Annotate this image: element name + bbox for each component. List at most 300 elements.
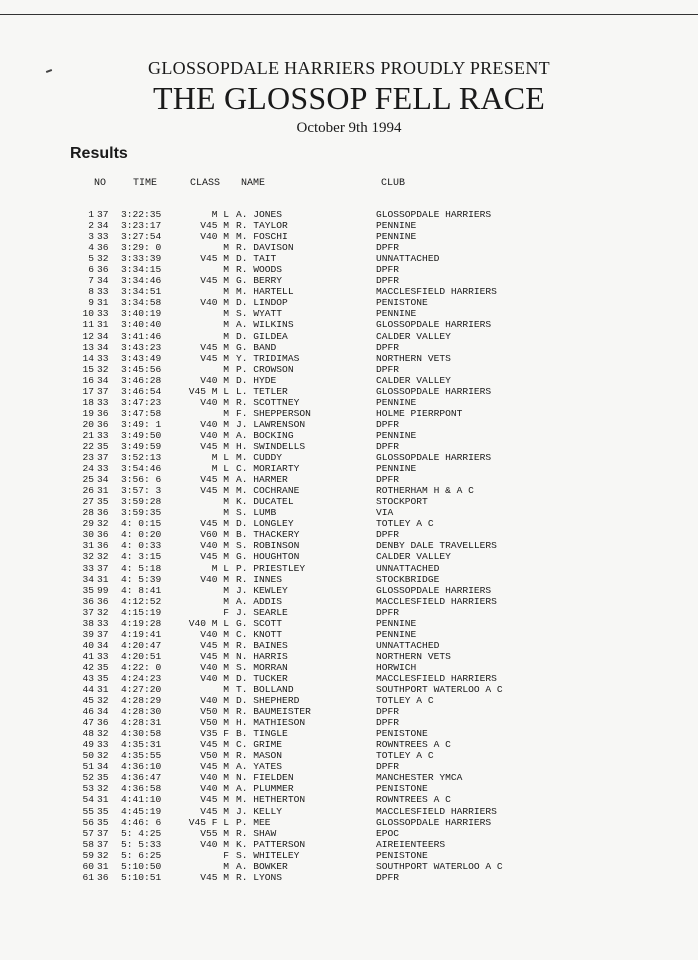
cell-position: 29 — [82, 518, 94, 530]
cell-class: V40 M — [200, 628, 229, 640]
cell-name: K. DUCATEL — [236, 496, 294, 508]
cell-club: DPFR — [376, 871, 400, 883]
cell-class: M L — [211, 209, 229, 220]
cell-name: M. CUDDY — [236, 452, 283, 464]
cell-club: CALDER VALLEY — [376, 551, 451, 563]
cell-club: PENNINE — [376, 231, 417, 243]
cell-class: V40 M — [200, 661, 229, 673]
cell-position: 20 — [82, 418, 94, 430]
cell-class: V45 M — [200, 871, 229, 883]
cell-class: V45 M — [200, 805, 229, 817]
table-row — [0, 242, 698, 253]
cell-club: SOUTHPORT WATERLOO A C — [376, 684, 503, 696]
cell-position: 12 — [82, 330, 94, 342]
cell-name: D. SHEPHERD — [236, 695, 300, 707]
table-row — [0, 430, 698, 441]
cell-class: M — [223, 407, 229, 419]
cell-position: 43 — [82, 672, 94, 684]
cell-time: 3:34:58 — [121, 297, 162, 309]
cell-age: 34 — [97, 374, 109, 386]
cell-position: 34 — [82, 573, 94, 585]
cell-name: B. TINGLE — [236, 728, 288, 740]
cell-age: 31 — [97, 573, 109, 585]
cell-time: 4:19:41 — [121, 628, 162, 640]
cell-age: 32 — [97, 750, 109, 762]
cell-time: 3:49: 1 — [121, 418, 162, 430]
cell-position: 51 — [82, 761, 94, 773]
cell-name: R. LYONS — [236, 871, 283, 883]
cell-time: 3:29: 0 — [121, 242, 162, 254]
cell-position: 9 — [88, 297, 94, 309]
table-row — [0, 585, 698, 596]
table-row — [0, 607, 698, 618]
cell-name: D. TUCKER — [236, 672, 288, 684]
cell-age: 36 — [97, 595, 109, 607]
cell-time: 3:56: 6 — [121, 474, 162, 486]
cell-club: DPFR — [376, 363, 400, 375]
cell-position: 57 — [82, 827, 94, 839]
cell-position: 19 — [82, 407, 94, 419]
cell-name: J. KEWLEY — [236, 584, 288, 596]
cell-club: ROWNTREES A C — [376, 794, 451, 806]
table-row — [0, 673, 698, 684]
table-row — [0, 618, 698, 629]
cell-age: 36 — [97, 507, 109, 519]
cell-club: DPFR — [376, 264, 400, 276]
cell-class: M — [223, 319, 229, 331]
cell-class: V40 M — [200, 231, 229, 243]
cell-time: 4:30:58 — [121, 728, 162, 740]
cell-position: 45 — [82, 695, 94, 707]
cell-position: 23 — [82, 452, 94, 464]
cell-name: A. WILKINS — [236, 319, 294, 331]
cell-position: 39 — [82, 628, 94, 640]
cell-class: V40 M — [200, 396, 229, 408]
cell-class: V45 M — [200, 275, 229, 287]
cell-time: 4:20:51 — [121, 650, 162, 662]
table-row — [0, 518, 698, 529]
cell-age: 37 — [97, 562, 109, 574]
cell-position: 36 — [82, 595, 94, 607]
cell-club: CALDER VALLEY — [376, 374, 451, 386]
cell-time: 3:34:46 — [121, 275, 162, 287]
cell-club: TOTLEY A C — [376, 695, 434, 707]
table-row — [0, 496, 698, 507]
cell-class: V40 M — [200, 772, 229, 784]
cell-class: M — [223, 860, 229, 872]
table-row — [0, 750, 698, 761]
cell-age: 37 — [97, 385, 109, 397]
col-header-no: NO — [94, 178, 107, 189]
cell-club: UNNATTACHED — [376, 562, 440, 574]
cell-class: M — [223, 330, 229, 342]
cell-class: M — [223, 507, 229, 519]
table-row — [0, 419, 698, 430]
cell-name: A. BOCKING — [236, 429, 294, 441]
cell-position: 30 — [82, 529, 94, 541]
table-row — [0, 828, 698, 839]
cell-position: 22 — [82, 440, 94, 452]
cell-age: 36 — [97, 717, 109, 729]
cell-class: V45 M — [200, 474, 229, 486]
cell-position: 42 — [82, 661, 94, 673]
cell-name: G. BAND — [236, 341, 277, 353]
cell-age: 33 — [97, 463, 109, 475]
cell-club: DPFR — [376, 440, 400, 452]
cell-age: 99 — [97, 584, 109, 596]
cell-time: 4:46: 6 — [121, 816, 162, 828]
cell-club: DPFR — [376, 341, 400, 353]
cell-position: 44 — [82, 684, 94, 696]
cell-age: 36 — [97, 418, 109, 430]
cell-time: 4: 0:33 — [121, 540, 162, 552]
cell-position: 56 — [82, 816, 94, 828]
cell-class: V40 M — [200, 540, 229, 552]
cell-position: 17 — [82, 385, 94, 397]
cell-club: TOTLEY A C — [376, 750, 434, 762]
cell-class: M — [223, 242, 229, 254]
cell-time: 3:52:13 — [121, 452, 162, 464]
cell-class: M — [223, 264, 229, 276]
cell-age: 34 — [97, 275, 109, 287]
cell-position: 50 — [82, 750, 94, 762]
cell-time: 3:33:39 — [121, 253, 162, 265]
cell-position: 53 — [82, 783, 94, 795]
cell-age: 34 — [97, 341, 109, 353]
page-edge — [0, 0, 698, 15]
cell-class: V45 M — [200, 518, 229, 530]
cell-time: 4:12:52 — [121, 595, 162, 607]
cell-age: 37 — [97, 209, 109, 220]
table-row — [0, 342, 698, 353]
cell-age: 35 — [97, 672, 109, 684]
cell-club: GLOSSOPDALE HARRIERS — [376, 584, 492, 596]
cell-club: PENNINE — [376, 628, 417, 640]
cell-club: CALDER VALLEY — [376, 330, 451, 342]
cell-position: 4 — [88, 242, 94, 254]
table-row — [0, 850, 698, 861]
cell-class: V40 M — [200, 374, 229, 386]
cell-name: A. JONES — [236, 209, 283, 220]
cell-club: MANCHESTER YMCA — [376, 772, 463, 784]
table-row — [0, 452, 698, 463]
cell-position: 48 — [82, 728, 94, 740]
cell-position: 15 — [82, 363, 94, 375]
cell-position: 41 — [82, 650, 94, 662]
cell-club: UNNATTACHED — [376, 639, 440, 651]
cell-time: 4:28:31 — [121, 717, 162, 729]
cell-name: R. SHAW — [236, 827, 277, 839]
cell-position: 18 — [82, 396, 94, 408]
cell-class: F — [223, 849, 229, 861]
cell-age: 36 — [97, 871, 109, 883]
cell-class: V45 M — [200, 551, 229, 563]
cell-club: DPFR — [376, 275, 400, 287]
cell-position: 38 — [82, 617, 94, 629]
cell-name: R. BAINES — [236, 639, 288, 651]
cell-class: V40 M — [200, 429, 229, 441]
cell-time: 4: 0:15 — [121, 518, 162, 530]
table-row — [0, 408, 698, 419]
table-row — [0, 872, 698, 883]
cell-position: 46 — [82, 706, 94, 718]
cell-club: DENBY DALE TRAVELLERS — [376, 540, 497, 552]
cell-time: 4:35:55 — [121, 750, 162, 762]
cell-position: 14 — [82, 352, 94, 364]
cell-class: V45 M — [200, 440, 229, 452]
cell-name: H. SWINDELLS — [236, 440, 306, 452]
cell-club: DPFR — [376, 418, 400, 430]
cell-name: M. COCHRANE — [236, 485, 300, 497]
cell-position: 33 — [82, 562, 94, 574]
cell-name: M. HARTELL — [236, 286, 294, 298]
cell-time: 4:45:19 — [121, 805, 162, 817]
cell-class: M — [223, 584, 229, 596]
cell-position: 55 — [82, 805, 94, 817]
col-header-name: NAME — [241, 178, 266, 189]
cell-time: 4:36:47 — [121, 772, 162, 784]
cell-club: VIA — [376, 507, 394, 519]
table-row — [0, 640, 698, 651]
cell-position: 37 — [82, 606, 94, 618]
cell-class: M — [223, 595, 229, 607]
cell-time: 4:24:23 — [121, 672, 162, 684]
table-row — [0, 463, 698, 474]
cell-time: 4: 3:15 — [121, 551, 162, 563]
table-row — [0, 629, 698, 640]
table-row — [0, 706, 698, 717]
cell-class: V45 M — [200, 761, 229, 773]
cell-time: 5:10:50 — [121, 860, 162, 872]
cell-position: 16 — [82, 374, 94, 386]
table-row — [0, 596, 698, 607]
cell-class: V40 M — [200, 695, 229, 707]
cell-club: PENNINE — [376, 220, 417, 232]
cell-position: 2 — [88, 220, 94, 232]
table-row — [0, 485, 698, 496]
cell-class: V45 M — [200, 341, 229, 353]
cell-club: GLOSSOPDALE HARRIERS — [376, 816, 492, 828]
cell-club: DPFR — [376, 242, 400, 254]
cell-name: A. BOWKER — [236, 860, 288, 872]
cell-age: 31 — [97, 297, 109, 309]
cell-position: 5 — [88, 253, 94, 265]
cell-age: 33 — [97, 231, 109, 243]
cell-class: V55 M — [200, 827, 229, 839]
cell-name: R. BAUMEISTER — [236, 706, 311, 718]
table-row — [0, 364, 698, 375]
cell-position: 26 — [82, 485, 94, 497]
cell-class: V50 M — [200, 706, 229, 718]
cell-club: DPFR — [376, 761, 400, 773]
cell-class: V45 M — [200, 220, 229, 232]
cell-club: STOCKBRIDGE — [376, 573, 440, 585]
table-row — [0, 264, 698, 275]
cell-time: 4:20:47 — [121, 639, 162, 651]
cell-age: 36 — [97, 407, 109, 419]
cell-time: 3:40:19 — [121, 308, 162, 320]
cell-name: D. LONGLEY — [236, 518, 294, 530]
cell-club: PENNINE — [376, 463, 417, 475]
cell-time: 4:19:28 — [121, 617, 162, 629]
cell-club: NORTHERN VETS — [376, 352, 451, 364]
cell-time: 5: 6:25 — [121, 849, 162, 861]
cell-name: R. MASON — [236, 750, 283, 762]
cell-age: 34 — [97, 220, 109, 232]
cell-name: B. THACKERY — [236, 529, 300, 541]
cell-time: 3:59:28 — [121, 496, 162, 508]
cell-age: 32 — [97, 518, 109, 530]
cell-time: 3:46:28 — [121, 374, 162, 386]
cell-club: PENNINE — [376, 429, 417, 441]
cell-time: 3:49:59 — [121, 440, 162, 452]
cell-time: 4:28:30 — [121, 706, 162, 718]
cell-age: 36 — [97, 242, 109, 254]
table-row — [0, 662, 698, 673]
table-row — [0, 783, 698, 794]
cell-name: R. INNES — [236, 573, 283, 585]
cell-class: M — [223, 308, 229, 320]
cell-age: 32 — [97, 551, 109, 563]
cell-name: R. TAYLOR — [236, 220, 288, 232]
cell-club: PENISTONE — [376, 297, 428, 309]
cell-class: V45 M — [200, 650, 229, 662]
cell-time: 3:27:54 — [121, 231, 162, 243]
cell-class: M — [223, 286, 229, 298]
cell-position: 1 — [88, 209, 94, 220]
col-header-class: CLASS — [190, 178, 221, 189]
cell-position: 11 — [82, 319, 94, 331]
cell-club: DPFR — [376, 706, 400, 718]
cell-age: 35 — [97, 805, 109, 817]
table-row — [0, 861, 698, 872]
cell-age: 34 — [97, 474, 109, 486]
cell-name: J. LAWRENSON — [236, 418, 306, 430]
cell-class: M — [223, 496, 229, 508]
table-row — [0, 353, 698, 364]
cell-club: NORTHERN VETS — [376, 650, 451, 662]
table-row — [0, 308, 698, 319]
cell-position: 24 — [82, 463, 94, 475]
table-row — [0, 319, 698, 330]
cell-class: V35 F — [200, 728, 229, 740]
cell-age: 36 — [97, 540, 109, 552]
cell-name: G. BERRY — [236, 275, 283, 287]
cell-name: C. MORIARTY — [236, 463, 300, 475]
table-row — [0, 839, 698, 850]
cell-age: 36 — [97, 264, 109, 276]
cell-age: 34 — [97, 330, 109, 342]
cell-class: V40 M — [200, 672, 229, 684]
cell-class: M — [223, 684, 229, 696]
cell-time: 3:34:15 — [121, 264, 162, 276]
cell-time: 3:40:40 — [121, 319, 162, 331]
table-row — [0, 397, 698, 408]
cell-class: V45 M — [200, 739, 229, 751]
cell-age: 37 — [97, 452, 109, 464]
table-row — [0, 794, 698, 805]
cell-club: MACCLESFIELD HARRIERS — [376, 672, 497, 684]
cell-club: PENISTONE — [376, 783, 428, 795]
cell-position: 25 — [82, 474, 94, 486]
cell-name: A. ADDIS — [236, 595, 283, 607]
cell-position: 6 — [88, 264, 94, 276]
cell-class: V45 M — [200, 639, 229, 651]
presenter-line: GLOSSOPDALE HARRIERS PROUDLY PRESENT — [148, 58, 550, 78]
cell-time: 4:36:58 — [121, 783, 162, 795]
cell-time: 4: 5:18 — [121, 562, 162, 574]
cell-age: 32 — [97, 363, 109, 375]
cell-name: S. WYATT — [236, 308, 283, 320]
table-row — [0, 551, 698, 562]
cell-age: 35 — [97, 772, 109, 784]
cell-age: 32 — [97, 253, 109, 265]
table-row — [0, 375, 698, 386]
cell-club: ROTHERHAM H & A C — [376, 485, 474, 497]
table-row — [0, 474, 698, 485]
cell-name: P. MEE — [236, 816, 271, 828]
cell-age: 35 — [97, 496, 109, 508]
cell-club: GLOSSOPDALE HARRIERS — [376, 385, 492, 397]
cell-club: MACCLESFIELD HARRIERS — [376, 286, 497, 298]
cell-club: PENNINE — [376, 396, 417, 408]
cell-club: AIREIENTEERS — [376, 838, 446, 850]
cell-time: 3:22:35 — [121, 209, 162, 220]
cell-class: F — [223, 606, 229, 618]
table-row — [0, 574, 698, 585]
table-row — [0, 507, 698, 518]
cell-club: PENISTONE — [376, 849, 428, 861]
cell-name: J. KELLY — [236, 805, 283, 817]
cell-name: M. FOSCHI — [236, 231, 288, 243]
table-row — [0, 220, 698, 231]
table-row — [0, 761, 698, 772]
cell-name: D. HYDE — [236, 374, 277, 386]
cell-position: 47 — [82, 717, 94, 729]
table-row — [0, 739, 698, 750]
cell-club: PENNINE — [376, 308, 417, 320]
col-header-club: CLUB — [381, 178, 406, 189]
cell-position: 31 — [82, 540, 94, 552]
cell-age: 34 — [97, 639, 109, 651]
cell-position: 21 — [82, 429, 94, 441]
cell-name: N. HARRIS — [236, 650, 288, 662]
cell-position: 54 — [82, 794, 94, 806]
cell-time: 3:57: 3 — [121, 485, 162, 497]
cell-time: 3:43:49 — [121, 352, 162, 364]
cell-time: 4:41:10 — [121, 794, 162, 806]
cell-club: DPFR — [376, 529, 400, 541]
cell-name: P. CROWSON — [236, 363, 294, 375]
cell-age: 37 — [97, 827, 109, 839]
cell-club: MACCLESFIELD HARRIERS — [376, 595, 497, 607]
cell-time: 4: 5:39 — [121, 573, 162, 585]
table-row — [0, 386, 698, 397]
cell-class: V40 M — [200, 783, 229, 795]
cell-name: D. GILDEA — [236, 330, 288, 342]
cell-age: 37 — [97, 838, 109, 850]
table-row — [0, 772, 698, 783]
cell-age: 33 — [97, 739, 109, 751]
cell-time: 3:41:46 — [121, 330, 162, 342]
cell-age: 33 — [97, 308, 109, 320]
table-row — [0, 275, 698, 286]
table-row — [0, 231, 698, 242]
cell-time: 4: 0:20 — [121, 529, 162, 541]
table-row — [0, 209, 698, 220]
table-row — [0, 286, 698, 297]
cell-club: DPFR — [376, 717, 400, 729]
